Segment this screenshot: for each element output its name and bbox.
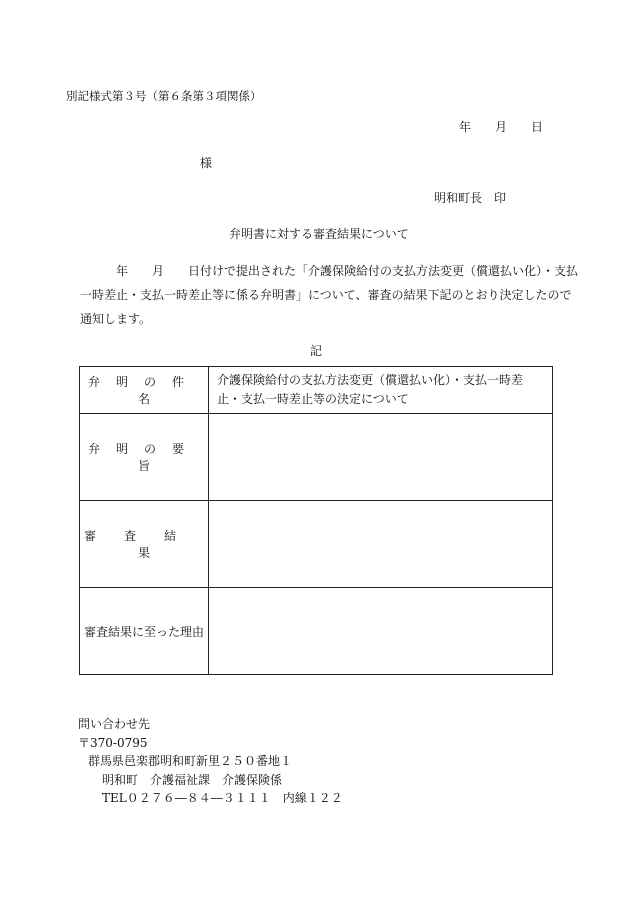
row-value	[209, 501, 553, 588]
contact-department: 明和町 介護福祉課 介護保険係	[102, 772, 283, 787]
date-line	[459, 121, 543, 133]
contact-postal-code: 〒370-0795	[78, 735, 148, 750]
row-label: 弁明の件名	[80, 367, 209, 414]
table-row	[80, 588, 553, 675]
contact-block	[78, 715, 343, 808]
table-row	[80, 501, 553, 588]
row-value: 介護保険給付の支払方法変更（償還払い化）・支払一時差止・支払一時差止等の決定について	[209, 367, 553, 414]
date-month: 月	[495, 120, 508, 134]
contact-address: 群馬県邑楽郡明和町新里２５０番地１	[88, 754, 293, 768]
row-value	[209, 588, 553, 675]
contact-phone: TEL０２７６―８４―３１１１ 内線１２２	[102, 791, 343, 805]
row-value	[209, 414, 553, 501]
addressee-suffix: 様	[200, 156, 213, 170]
body-text: 日付けで提出された「介護保険給付の支払方法変更（償還払い化）・支払一時差止・支払一時差止等に係る弁明書」について、審査の結果下記のとおり決定したので通知します。	[80, 264, 579, 326]
row-label: 審査結果	[80, 501, 209, 588]
contact-heading: 問い合わせ先	[78, 717, 151, 731]
date-year: 年	[459, 120, 472, 134]
document-subject: 弁明書に対する審査結果について	[229, 227, 409, 241]
form-reference: 別記様式第３号（第６条第３項関係）	[66, 89, 262, 103]
table-row	[80, 367, 553, 414]
detail-table	[79, 366, 553, 675]
ki-heading: 記	[310, 344, 323, 358]
body-year: 年	[116, 264, 129, 278]
issuer: 明和町長 印	[434, 191, 507, 205]
table-row	[80, 414, 553, 501]
date-day: 日	[531, 120, 544, 134]
row-label: 審査結果に至った理由	[80, 588, 209, 675]
body-month: 月	[152, 264, 165, 278]
row-label: 弁明の要旨	[80, 414, 209, 501]
body-paragraph	[80, 259, 580, 331]
